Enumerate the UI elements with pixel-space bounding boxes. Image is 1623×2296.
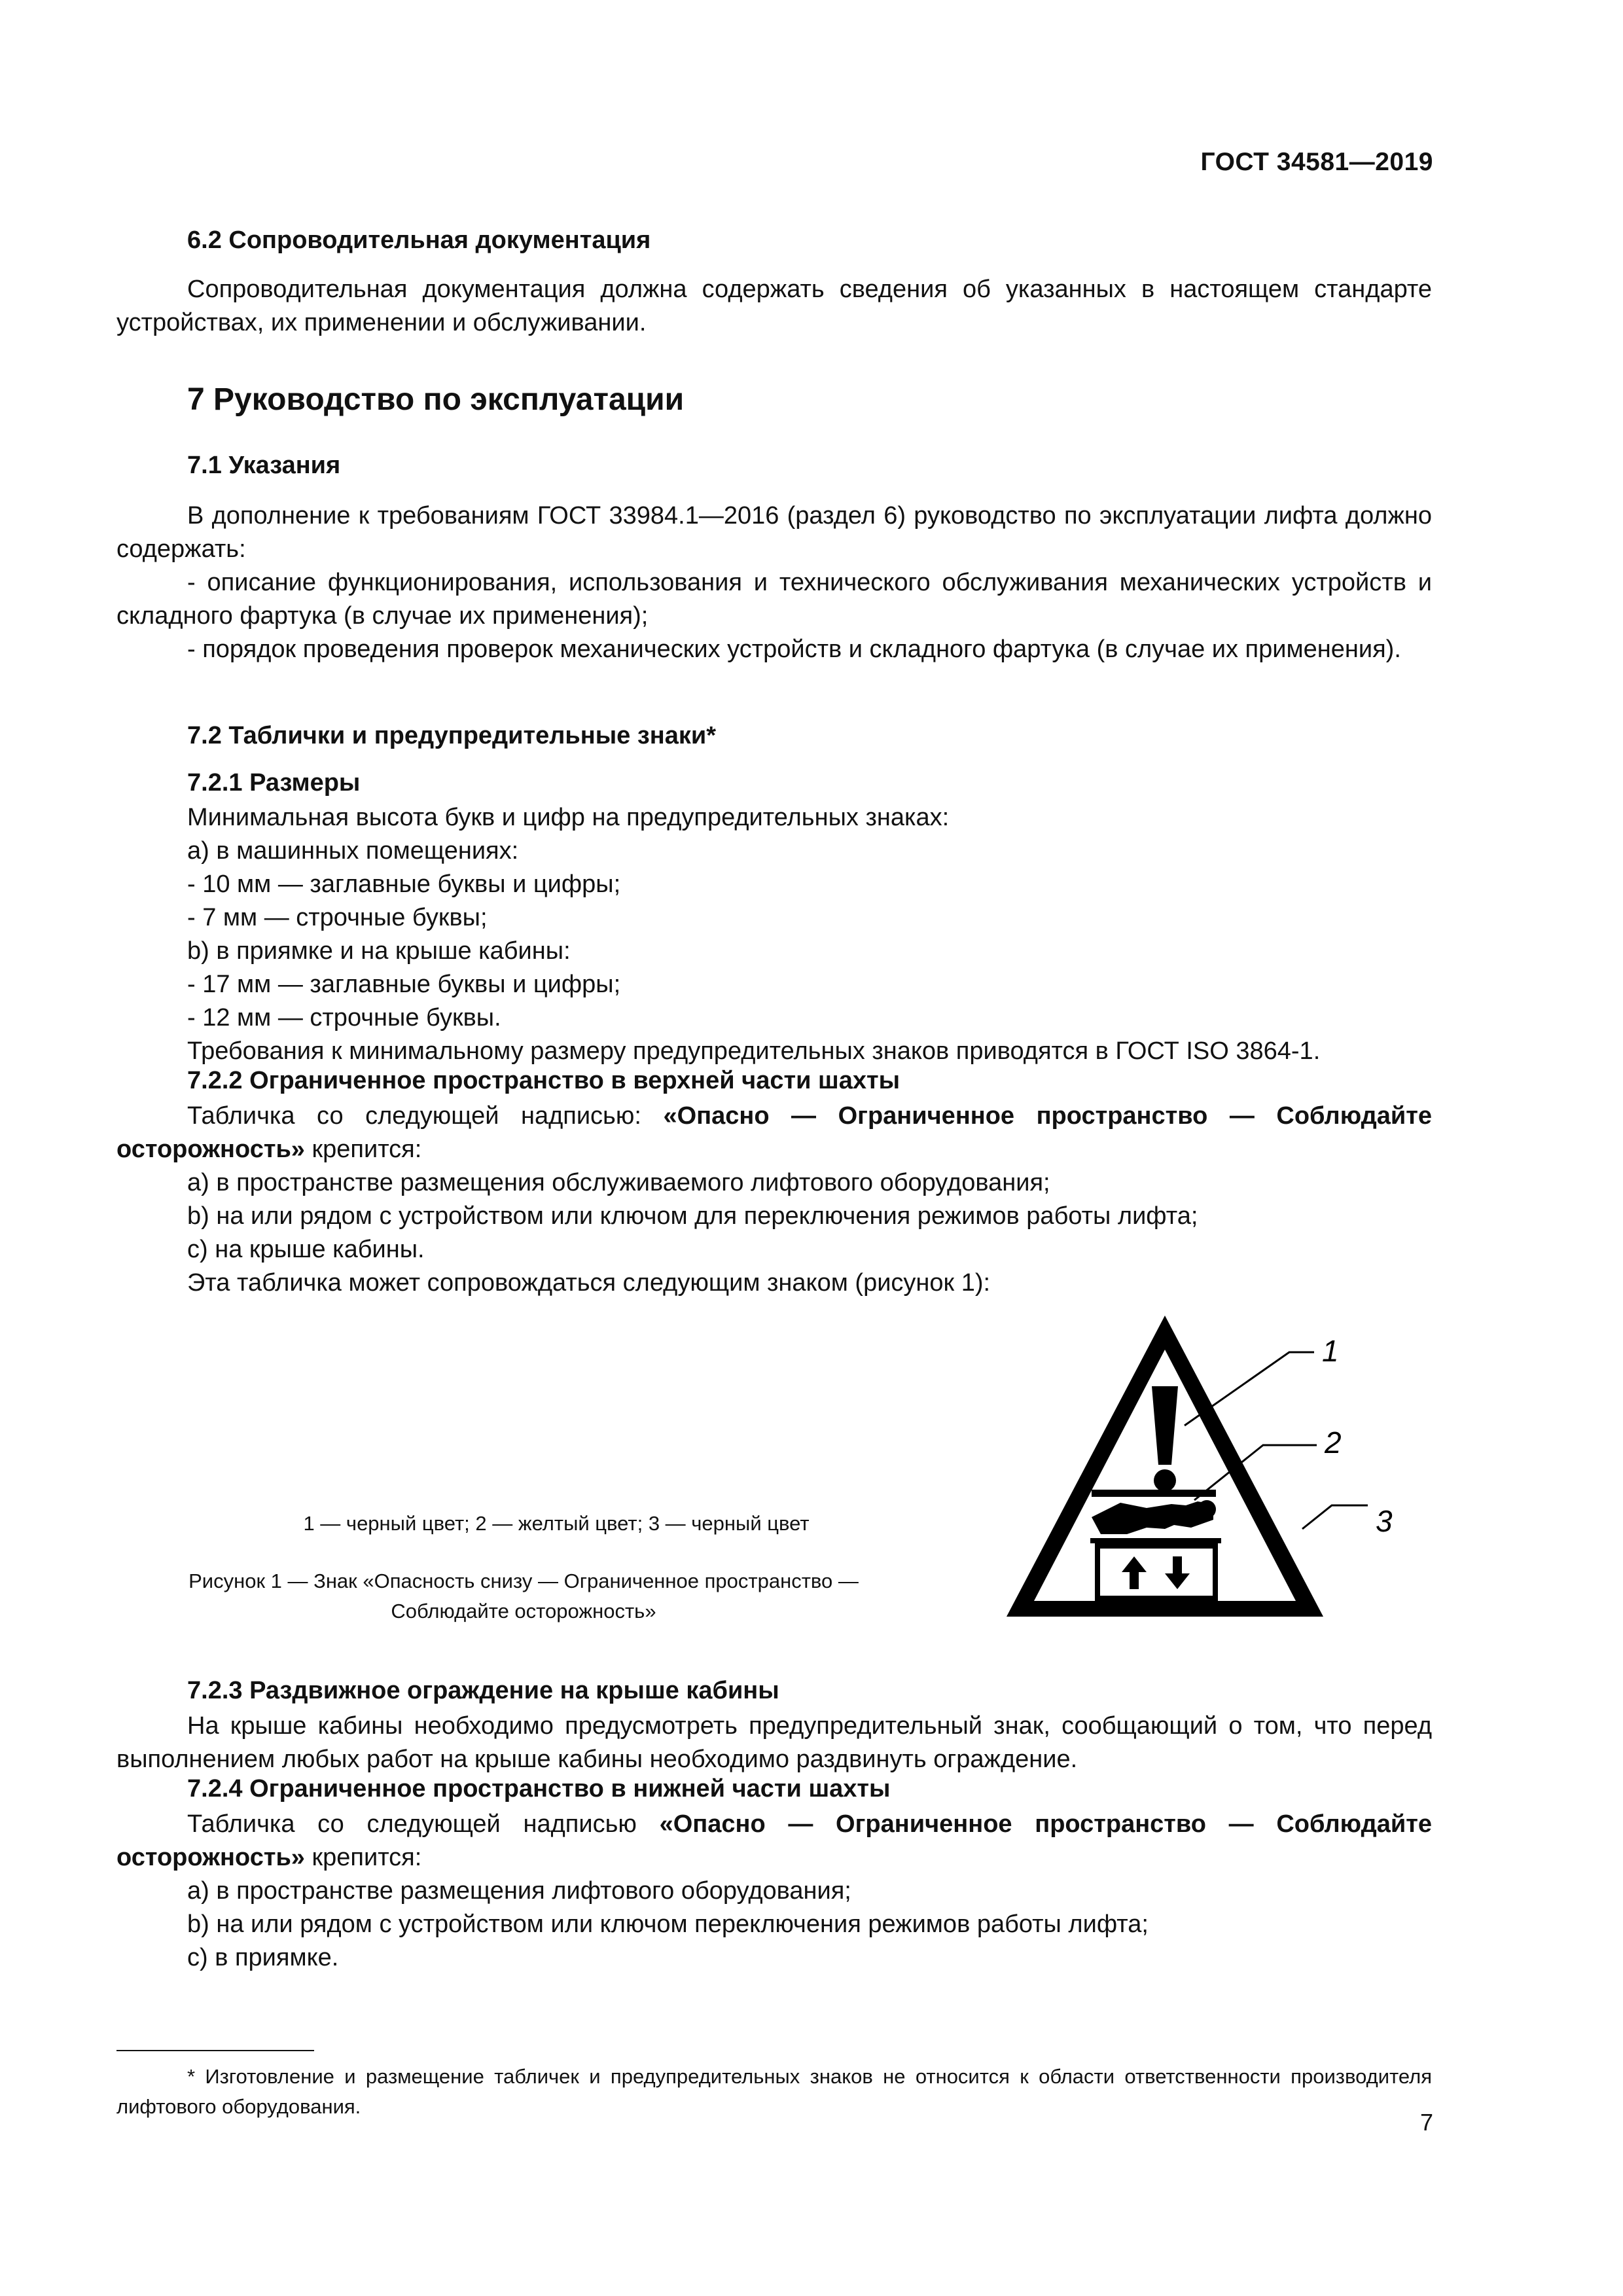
section-7-1-intro: В дополнение к требованиям ГОСТ 33984.1—2016 (раздел 6) руководство по эксплуатации лифта должно содержать: — [116, 502, 1432, 563]
sizes-line-5: b) в приямке и на крыше кабины: — [187, 937, 571, 965]
section-7-2-1-title: 7.2.1 Размеры — [187, 769, 361, 797]
intro-post: крепится: — [304, 1844, 422, 1871]
callout-3: 3 — [1376, 1504, 1393, 1538]
figure-1-legend: 1 — черный цвет; 2 — желтый цвет; 3 — черный цвет — [303, 1512, 810, 1535]
section-7-1-title: 7.1 Указания — [187, 452, 341, 479]
callout-1: 1 — [1322, 1334, 1339, 1368]
section-7-2-2-title: 7.2.2 Ограниченное пространство в верхней части шахты — [187, 1067, 901, 1094]
sizes-line-4: - 7 мм — строчные буквы; — [187, 904, 488, 931]
figure-1-caption-line-2: Соблюдайте осторожность» — [391, 1600, 656, 1623]
lower-item-a: a) в пространстве размещения лифтового оборудования; — [187, 1877, 851, 1905]
section-7-2-2-intro — [116, 1100, 1432, 1166]
figure-1-caption-line-1: Рисунок 1 — Знак «Опасность снизу — Ограниченное пространство — — [188, 1570, 859, 1592]
callout-2: 2 — [1325, 1426, 1342, 1460]
section-7-1-item-1: - описание функционирования, использования и технического обслуживания механических устройств и складного фартука (в случае их применения); — [116, 569, 1432, 630]
section-7-2-4-title: 7.2.4 Ограниченное пространство в нижней части шахты — [187, 1775, 891, 1803]
section-6-2-title: 6.2 Сопроводительная документация — [187, 226, 651, 254]
lower-item-c: c) в приямке. — [187, 1944, 339, 1971]
shaft-ceiling-icon — [1092, 1490, 1216, 1497]
sizes-line-6: - 17 мм — заглавные буквы и цифры; — [187, 971, 621, 998]
intro-bold: «Опасно — Ограниченное пространство — Соблюдайте осторожность» — [116, 1102, 1433, 1163]
warning-sign-figure — [975, 1309, 1433, 1636]
intro-pre: Табличка со следующей надписью: — [187, 1102, 664, 1130]
section-7-2-3-title: 7.2.3 Раздвижное ограждение на крыше кабины — [187, 1677, 779, 1704]
upper-after: Эта табличка может сопровождаться следующим знаком (рисунок 1): — [187, 1269, 991, 1297]
intro-bold: «Опасно — Ограниченное пространство — Соблюдайте осторожность» — [116, 1810, 1432, 1871]
sizes-line-7: - 12 мм — строчные буквы. — [187, 1004, 501, 1031]
lower-item-b: b) на или рядом с устройством или ключом переключения режимов работы лифта; — [187, 1910, 1149, 1938]
footnote-separator — [116, 2050, 314, 2051]
section-7-2-3-text: На крыше кабины необходимо предусмотреть предупредительный знак, сообщающий о том, что перед выполнением любых работ на крыше кабины необходимо раздвинуть ограждение. — [116, 1712, 1432, 1773]
sizes-line-3: - 10 мм — заглавные буквы и цифры; — [187, 870, 621, 898]
leader-line-3 — [1302, 1505, 1368, 1529]
sizes-line-1: Минимальная высота букв и цифр на предупредительных знаках: — [187, 804, 950, 831]
sizes-line-2: a) в машинных помещениях: — [187, 837, 519, 865]
standard-header: ГОСТ 34581—2019 — [1200, 148, 1433, 176]
upper-item-b: b) на или рядом с устройством или ключом для переключения режимов работы лифта; — [187, 1202, 1198, 1230]
person-head-icon — [1198, 1500, 1216, 1518]
elevator-car-icon — [1097, 1546, 1215, 1598]
upper-item-a: a) в пространстве размещения обслуживаемого лифтового оборудования; — [187, 1169, 1050, 1196]
section-7-2-4-intro — [116, 1808, 1432, 1874]
section-6-2-text: Сопроводительная документация должна содержать сведения об указанных в настоящем стандарте устройствах, их применении и обслуживании. — [116, 276, 1432, 336]
intro-post: крепится: — [304, 1136, 422, 1163]
upper-item-c: c) на крыше кабины. — [187, 1236, 425, 1263]
intro-pre: Табличка со следующей надписью — [187, 1810, 660, 1838]
footnote-text: * Изготовление и размещение табличек и предупредительных знаков не относится к области ответственности производителя лифтового оборудования. — [116, 2065, 1432, 2118]
section-7-2-title: 7.2 Таблички и предупредительные знаки* — [187, 722, 717, 749]
section-7-1-item-2: - порядок проведения проверок механических устройств и складного фартука (в случае их применения). — [187, 636, 1401, 663]
section-7-title: 7 Руководство по эксплуатации — [187, 382, 685, 417]
page-number: 7 — [1419, 2109, 1433, 2136]
exclamation-dot-icon — [1154, 1469, 1176, 1492]
car-roof-icon — [1090, 1538, 1221, 1543]
sizes-line-8: Требования к минимальному размеру предупредительных знаков приводятся в ГОСТ ISO 3864-1. — [187, 1037, 1321, 1065]
